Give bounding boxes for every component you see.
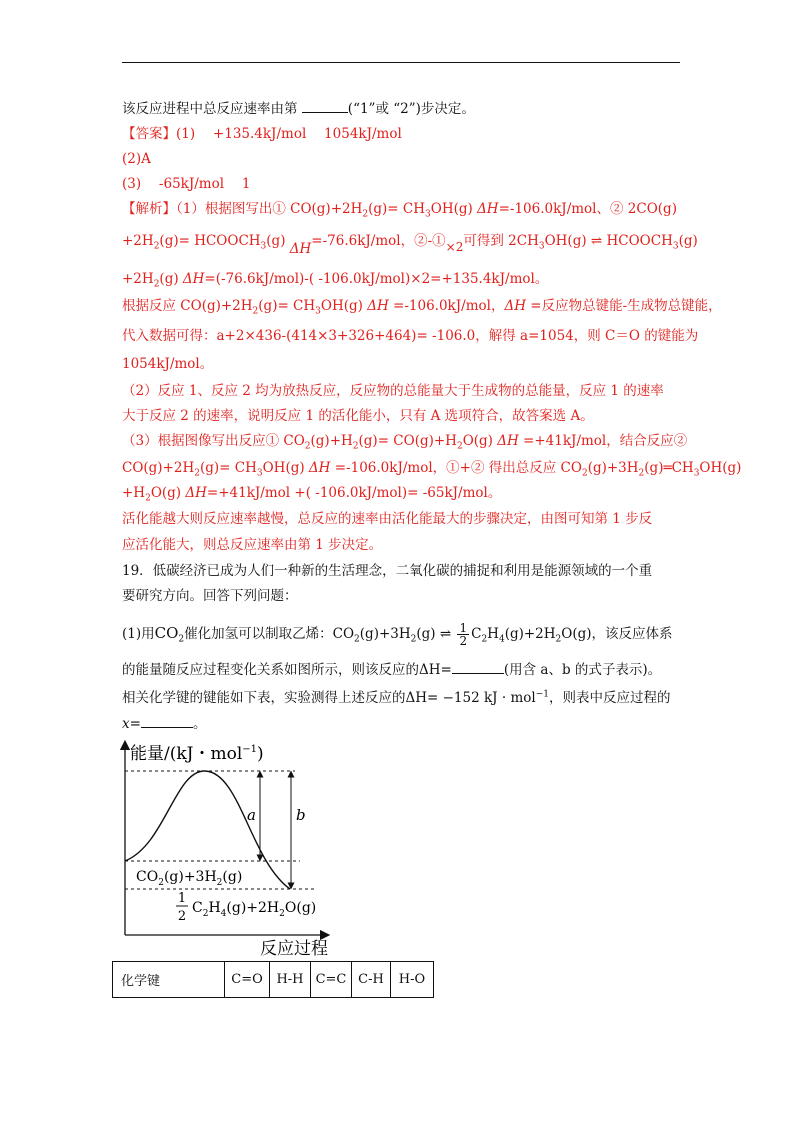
table-header-cell: H-O [391,962,434,998]
question-tail [122,100,475,118]
label-b: b [296,806,306,824]
table-header-cell: C-H [352,962,391,998]
q19-line-5: 相关化学键的键能如下表，实验测得上述反应的ΔH= −152 kJ · mol$^{-1}$，则表中反应过程的 [122,689,671,706]
q19-line-4: 的能量随反应过程变化关系如图所示，则该反应的ΔH= (用含 a、b 的式子表示)。 [122,662,662,678]
answer-1: (1) +135.4kJ/mol 1054kJ/mol [176,126,402,142]
q19-line-1: 19．低碳经济已成为人们一种新的生活理念，二氧化碳的捕捉和利用是能源领域的一个重 [122,563,653,579]
answer-label: 【答案】 [122,126,176,142]
analysis-line-3: $+2H_2(g)$ ΔH=(-76.6kJ/mol)-( -106.0kJ/mol)×2=+135.4kJ/mol。 [122,271,549,290]
analysis-line-10: $CO(g)+2H_2(g)= CH_3OH(g)$ ΔH =-106.0kJ/mol，①+② 得出总反应 $CO_2(g)+3H_2(g)═CH_3OH(g)$ [122,460,742,479]
q19-line-6: x= 。 [122,716,207,732]
analysis-line-12: 活化能越大则反应速率越慢，总反应的速率由活化能最大的步骤决定，由图可知第 1 步反 [122,511,653,527]
table-header-cell: H-H [270,962,311,998]
answer-3: (3) -65kJ/mol 1 [122,176,251,192]
analysis-line-9: （3）根据图像写出反应① $CO_2(g)+H_2(g)= CO(g)+H_2O(g)$ ΔH =+41kJ/mol，结合反应② [122,433,688,452]
product-fraction-den: 2 [177,909,187,924]
analysis-line-8: 大于反应 2 的速率，说明反应 1 的活化能小，只有 A 选项符合，故答案选 A。 [122,408,594,424]
answer-blank [302,100,348,113]
energy-diagram [110,740,340,960]
analysis-line-4: 根据反应 $CO(g)+2H_2(g)= CH_3OH(g)$ ΔH =-106.0kJ/mol，ΔH =反应物总键能-生成物总键能， [122,298,722,317]
product-fraction-num: 1 [177,891,187,906]
analysis-line-7: （2）反应 1、反应 2 均为放热反应，反应物的总能量大于生成物的总能量，反应 1 的速率 [122,383,664,399]
x-blank [141,715,193,728]
bond-energy-table [112,961,434,998]
answer-line-1 [122,125,402,143]
analysis-line-5: 代入数据可得：a+2×436-(414×3+326+464)= -106.0，解得 a=1054，则 C＝O 的键能为 [122,328,699,344]
analysis-line-11: $+H_2O(g)$ ΔH=+41kJ/mol +( -106.0kJ/mol)= -65kJ/mol。 [122,485,502,504]
delta-h-blank [452,661,504,674]
question-text: 该反应进程中总反应速率由第 [122,101,298,117]
answer-line-2 [122,150,151,168]
analysis-line-1: 【解析】（1）根据图写出① $CO(g)+2H_2(g)= CH_3OH(g)$ ΔH=-106.0kJ/mol、② 2CO(g) [122,201,677,220]
table-row [113,962,434,998]
answer-2: (2)A [122,151,151,167]
analysis-label: 【解析】 [122,201,176,217]
table-header-cell: C=O [225,962,270,998]
answer-line-3 [122,175,250,193]
table-header-cell: C=C [311,962,352,998]
q19-line-3: (1)用$CO_2$催化加氢可以制取乙烯：$CO_2(g)+3H_2(g)$ ⇌ $\frac{1}{2}$ $C_2H_4(g)+2H_2O(g)$，该反应体系 [122,621,673,648]
label-a: a [247,806,256,824]
header-rule [122,62,680,63]
q19-line-2: 要研究方向。回答下列问题： [122,588,298,604]
half-fraction: $\frac{1}{2}$ [459,621,468,648]
table-header-cell: 化学键 [113,962,225,998]
analysis-line-6: 1054kJ/mol。 [122,356,214,372]
analysis-line-13: 应活化能大，则总反应速率由第 1 步决定。 [122,537,383,553]
x-axis-label: 反应过程 [260,939,328,959]
y-axis-label: 能量/(kJ・mol$^{-1}$) [130,744,264,764]
question-tail-text: (“1”或 “2”)步决定。 [347,101,475,117]
analysis-line-2: $+2H_2(g)=$ $HCOOCH_3(g)$ ΔH=-76.6kJ/mol，②-①×2可得到 $2CH_3OH(g)$ ⇌ $HCOOCH_3(g)$ [122,233,698,257]
products-label: $C_2H_4(g)+2H_2O(g)$ [192,900,317,919]
reactants-label: $CO_2(g)+3H_2(g)$ [136,869,243,888]
